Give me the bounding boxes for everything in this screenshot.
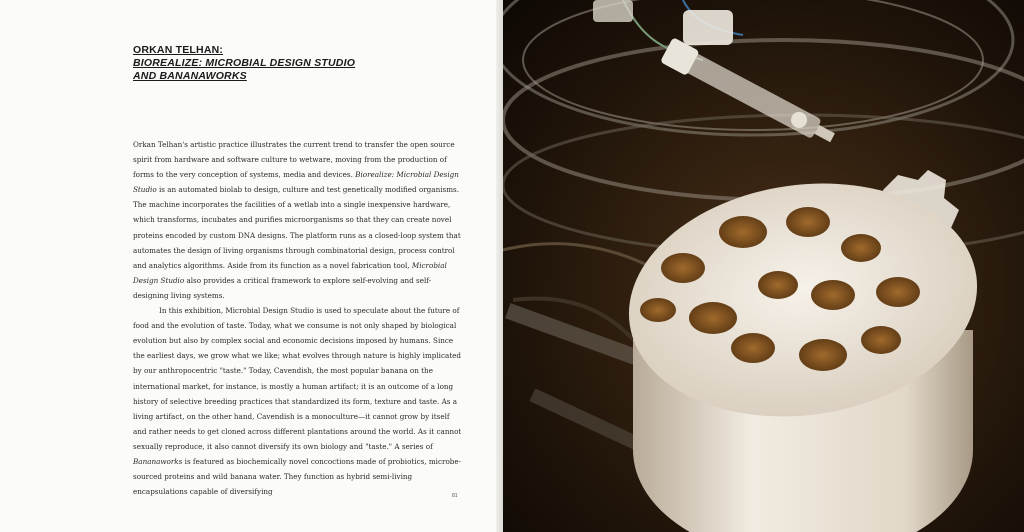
text-run: is featured as biochemically novel concoctions made of probiotics, microbe-sourced proteins and wild banana water. They function as hybrid semi-living encapsulations capable of diversifying [133, 456, 462, 497]
page-number: 81 [452, 493, 458, 499]
italic-title-run: Bananaworks [133, 456, 183, 466]
bioreactor-device-image [503, 0, 1024, 532]
text-run: also provides a critical framework to explore self-evolving and self-designing living systems. [133, 275, 432, 300]
body-paragraph [133, 303, 463, 499]
text-page [0, 0, 500, 532]
text-run: Orkan Telhan's artistic practice illustrates the current trend to transfer the open source spirit from hardware and software culture to wetware, moving from the production of forms to the very conception of systems, media and devices. [133, 140, 455, 180]
exhibition-photo [503, 0, 1024, 532]
article-body [133, 137, 463, 499]
text-run: In this exhibition, Microbial Design Studio is used to speculate about the future of food and the evolution of taste. Today, what we consume is not only shaped by biological evolution but also by complex social and economic decisions imposed by humans. Since the earliest days, we grow what we like; what evolves through nature is highly implicated by our anthropocentric "taste." Today, Cavendish, the most popular banana on the international market, for instance, is mostly a human artifact; it is an outcome of a long history of selective breeding practices that standardized its form, texture and taste. As a living artifact, on the other hand, Cavendish is a monoculture—it cannot grow by itself and rather needs to get cloned across different plantations around the world. As it cannot sexually reproduce, it also cannot diversify its own biology and "taste." A series of [133, 306, 462, 451]
italic-title-run: Biorealize: Microbial Design Studio [133, 170, 459, 195]
article-heading [133, 44, 453, 83]
text-run: is an automated biolab to design, culture and test genetically modified organisms. The machine incorporates the facilities of a wetlab into a single inexpensive hardware, which transforms, incubates and purifies microorganisms so that they can create novel proteins encoded by custom DNA designs. The platform runs as a closed-loop system that automates the design of living organisms through combinatorial design, process control and analytics algorithms. Aside from its function as a novel fabrication tool, [133, 185, 461, 270]
heading-work-title: BIOREALIZE: MICROBIAL DESIGN STUDIO [133, 57, 356, 69]
italic-title-run: Microbial Design Studio [133, 260, 447, 285]
heading-work-title-continued: AND BANANAWORKS [133, 70, 247, 82]
heading-artist: ORKAN TELHAN: [133, 44, 224, 56]
body-paragraph [133, 137, 463, 303]
